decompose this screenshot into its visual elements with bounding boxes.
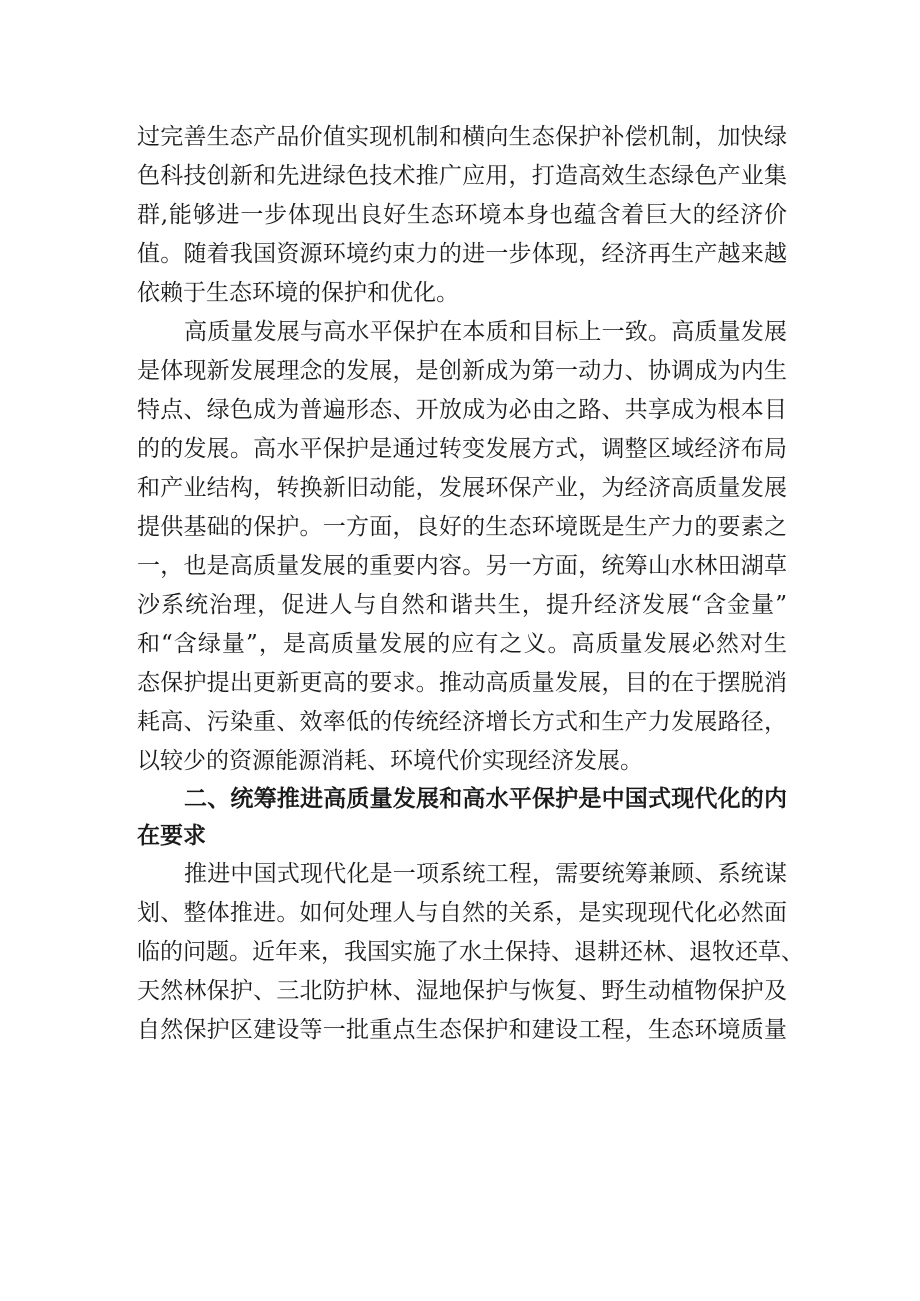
text-line: 态保护提出更新更高的要求。推动高质量发展，目的在于摆脱消 [137,670,787,696]
heading-line: 在要求 [137,823,206,849]
paragraph-1 [137,118,787,313]
section-heading [137,781,787,855]
text-line: 自然保护区建设等一批重点生态保护和建设工程，生态环境质量 [137,1017,787,1043]
paragraph-3 [137,855,804,1050]
text-line: 依赖于生态环境的保护和优化。 [137,280,459,306]
text-line: 特点、绿色成为普遍形态、开放成为必由之路、共享成为根本目 [137,397,787,423]
text-line: 临的问题。近年来，我国实施了水土保持、退耕还林、退牧还草、 [137,939,804,965]
text-line: 天然林保护、三北防护林、湿地保护与恢复、野生动植物保护及 [137,978,787,1004]
text-line: 沙系统治理，促进人与自然和谐共生，提升经济发展“含金量” [137,592,787,618]
paragraph-2 [137,313,787,781]
text-line: 推进中国式现代化是一项系统工程，需要统筹兼顾、系统谋 [184,861,787,887]
document-page [137,118,804,1050]
text-line: 和“含绿量”，是高质量发展的应有之义。高质量发展必然对生 [137,631,787,657]
text-line: 和产业结构，转换新旧动能，发展环保产业，为经济高质量发展 [137,475,787,501]
text-line: 群,能够进一步体现出良好生态环境本身也蕴含着巨大的经济价 [137,202,787,228]
text-line: 是体现新发展理念的发展，是创新成为第一动力、协调成为内生 [137,358,787,384]
text-line: 的的发展。高水平保护是通过转变发展方式，调整区域经济布局 [137,436,787,462]
text-line: 提供基础的保护。一方面，良好的生态环境既是生产力的要素之 [137,514,787,540]
text-line: 高质量发展与高水平保护在本质和目标上一致。高质量发展 [184,319,787,345]
text-line: 一，也是高质量发展的重要内容。另一方面，统筹山水林田湖草 [137,553,787,579]
text-line: 以较少的资源能源消耗、环境代价实现经济发展。 [137,748,643,774]
text-line: 色科技创新和先进绿色技术推广应用，打造高效生态绿色产业集 [137,163,787,189]
heading-line: 二、统筹推进高质量发展和高水平保护是中国式现代化的内 [184,786,787,812]
text-line: 过完善生态产品价值实现机制和横向生态保护补偿机制，加快绿 [137,124,787,150]
text-line: 值。随着我国资源环境约束力的进一步体现，经济再生产越来越 [137,241,787,267]
text-line: 耗高、污染重、效率低的传统经济增长方式和生产力发展路径， [137,709,787,735]
text-line: 划、整体推进。如何处理人与自然的关系，是实现现代化必然面 [137,900,787,926]
